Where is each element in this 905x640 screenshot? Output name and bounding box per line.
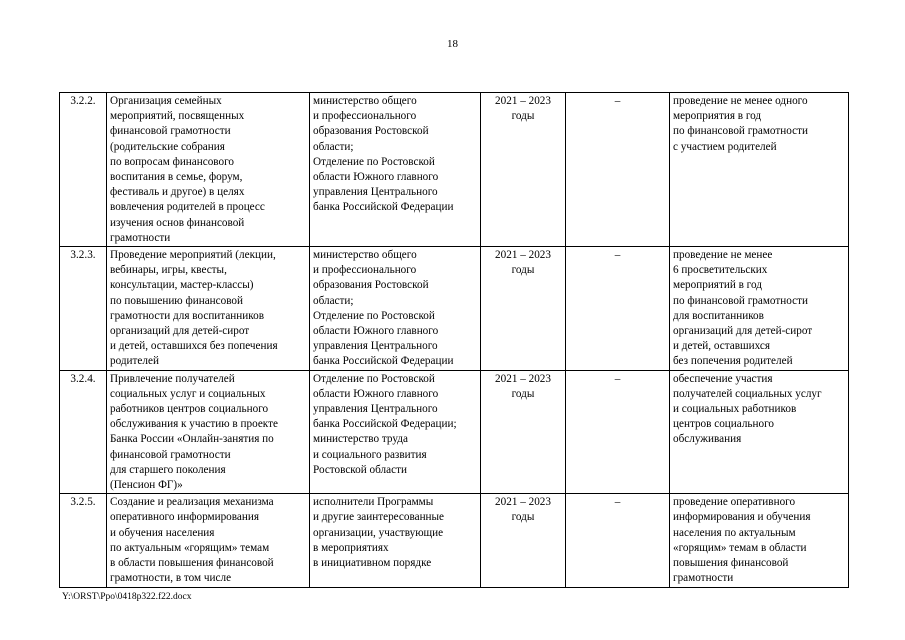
expected-result-cell-line: мероприятий в год	[673, 279, 762, 292]
executors-cell-line: банка Российской Федерации	[313, 201, 454, 214]
activity-cell-line: в области повышения финансовой	[110, 557, 274, 570]
expected-result-cell	[670, 494, 849, 587]
expected-result-cell-line: проведение оперативного	[673, 496, 796, 509]
activity-cell	[107, 247, 310, 371]
activity-cell-line: оперативного информирования	[110, 511, 259, 524]
expected-result-cell-line: проведение не менее одного	[673, 95, 808, 107]
expected-result-cell-line: без попечения родителей	[673, 355, 793, 368]
expected-result-cell-line: мероприятия в год	[673, 110, 762, 123]
expected-result-cell-line: 6 просветительских	[673, 264, 768, 277]
expected-result-cell	[670, 93, 849, 247]
executors-cell-line: министерство труда	[313, 433, 408, 446]
table-row	[60, 370, 849, 494]
expected-result-cell-line: и социальных работников	[673, 403, 797, 416]
executors-cell-line: банка Российской Федерации	[313, 355, 454, 368]
activity-cell-line: воспитания в семье, форум,	[110, 171, 243, 184]
period-cell-line: 2021 – 2023	[495, 249, 551, 262]
file-path-footer: Y:\ORST\Ppo\0418p322.f22.docx	[62, 592, 192, 602]
executors-cell-line: управления Центрального	[313, 340, 438, 353]
period-cell	[481, 370, 566, 494]
activity-cell-line: Организация семейных	[110, 95, 222, 107]
executors-cell-line: области;	[313, 294, 354, 307]
executors-cell-line: исполнители Программы	[313, 496, 434, 509]
period-cell-line: годы	[511, 110, 535, 123]
expected-result-cell-line: по финансовой грамотности	[673, 125, 808, 138]
activity-cell	[107, 370, 310, 494]
item-number-cell: 3.2.5.	[60, 494, 107, 587]
expected-result-cell-line: обслуживания	[673, 433, 742, 446]
activity-cell-line: Проведение мероприятий (лекции,	[110, 249, 276, 262]
executors-cell-line: в мероприятиях	[313, 541, 389, 554]
activity-cell-line: по вопросам финансового	[110, 155, 235, 168]
expected-result-cell-line: повышения финансовой	[673, 557, 789, 570]
expected-result-cell-line: «горящим» темам в области	[673, 541, 807, 554]
table-row	[60, 494, 849, 587]
page-number: 18	[447, 38, 458, 50]
activities-table	[59, 92, 849, 588]
expected-result-cell-line: проведение не менее	[673, 249, 773, 262]
activity-cell-line: грамотности для воспитанников	[110, 309, 264, 322]
expected-result-cell-line: центров социального	[673, 418, 774, 431]
period-cell	[481, 247, 566, 371]
activity-cell-line: для старшего поколения	[110, 463, 226, 476]
activity-cell-line: Создание и реализация механизма	[110, 496, 274, 509]
activity-cell	[107, 93, 310, 247]
item-number-cell: 3.2.2.	[60, 93, 107, 247]
expected-result-cell-line: с участием родителей	[673, 140, 777, 153]
executors-cell-line: Ростовской области	[313, 463, 407, 476]
period-cell	[481, 93, 566, 247]
activity-cell-line: грамотности, в том числе	[110, 572, 232, 585]
activity-cell-line: обслуживания к участию в проекте	[110, 418, 278, 431]
executors-cell-line: области Южного главного	[313, 171, 439, 184]
activity-cell-line: родителей	[110, 355, 159, 368]
activity-cell-line: организаций для детей-сирот	[110, 325, 250, 338]
expected-result-cell-line: получателей социальных услуг	[673, 387, 822, 400]
funding-cell: –	[566, 370, 670, 494]
executors-cell-line: управления Центрального	[313, 186, 438, 199]
activity-cell-line: и детей, оставшихся без попечения	[110, 340, 278, 353]
executors-cell-line: в инициативном порядке	[313, 557, 432, 570]
executors-cell-line: Отделение по Ростовской	[313, 155, 435, 168]
activity-cell-line: финансовой грамотности	[110, 448, 231, 461]
expected-result-cell-line: информирования и обучения	[673, 511, 811, 524]
executors-cell-line: министерство общего	[313, 95, 417, 107]
executors-cell	[310, 370, 481, 494]
activity-cell-line: социальных услуг и социальных	[110, 387, 266, 400]
funding-cell: –	[566, 93, 670, 247]
activity-cell-line: фестиваль и другое) в целях	[110, 186, 245, 199]
executors-cell-line: министерство общего	[313, 249, 417, 262]
activity-cell-line: (Пенсион ФГ)»	[110, 479, 183, 492]
executors-cell-line: области;	[313, 140, 354, 153]
executors-cell-line: и профессионального	[313, 264, 417, 277]
table-body	[60, 93, 849, 588]
table-row	[60, 247, 849, 371]
activity-cell-line: вовлечения родителей в процесс	[110, 201, 265, 214]
activity-cell-line: Банка России «Онлайн-занятия по	[110, 433, 274, 446]
period-cell-line: 2021 – 2023	[495, 496, 551, 509]
funding-cell: –	[566, 494, 670, 587]
executors-cell-line: управления Центрального	[313, 403, 438, 416]
executors-cell-line: образования Ростовской	[313, 279, 429, 292]
period-cell-line: 2021 – 2023	[495, 372, 551, 385]
activity-cell-line: по актуальным «горящим» темам	[110, 541, 270, 554]
activity-cell-line: Привлечение получателей	[110, 372, 235, 385]
executors-cell-line: и профессионального	[313, 110, 417, 123]
expected-result-cell-line: населения по актуальным	[673, 526, 796, 539]
period-cell	[481, 494, 566, 587]
expected-result-cell-line: для воспитанников	[673, 309, 764, 322]
activity-cell-line: финансовой грамотности	[110, 125, 231, 138]
activity-cell-line: работников центров социального	[110, 403, 269, 416]
executors-cell-line: Отделение по Ростовской	[313, 372, 435, 385]
executors-cell-line: банка Российской Федерации;	[313, 418, 457, 431]
activity-cell	[107, 494, 310, 587]
period-cell-line: годы	[511, 387, 535, 400]
item-number-cell: 3.2.3.	[60, 247, 107, 371]
expected-result-cell-line: по финансовой грамотности	[673, 294, 808, 307]
executors-cell-line: образования Ростовской	[313, 125, 429, 138]
expected-result-cell-line: обеспечение участия	[673, 372, 773, 385]
activity-cell-line: мероприятий, посвященных	[110, 110, 245, 123]
period-cell-line: 2021 – 2023	[495, 95, 551, 107]
period-cell-line: годы	[511, 511, 535, 524]
executors-cell-line: и социального развития	[313, 448, 427, 461]
executors-cell-line: организации, участвующие	[313, 526, 444, 539]
executors-cell-line: и другие заинтересованные	[313, 511, 445, 524]
activity-cell-line: вебинары, игры, квесты,	[110, 264, 227, 277]
activity-cell-line: и обучения населения	[110, 526, 215, 539]
expected-result-cell-line: грамотности	[673, 572, 734, 585]
activity-cell-line: грамотности	[110, 231, 171, 244]
period-cell-line: годы	[511, 264, 535, 277]
executors-cell	[310, 93, 481, 247]
expected-result-cell-line: и детей, оставшихся	[673, 340, 770, 353]
executors-cell-line: области Южного главного	[313, 325, 439, 338]
activity-cell-line: изучения основ финансовой	[110, 216, 245, 229]
expected-result-cell-line: организаций для детей-сирот	[673, 325, 813, 338]
funding-cell: –	[566, 247, 670, 371]
activity-cell-line: по повышению финансовой	[110, 294, 243, 307]
executors-cell	[310, 247, 481, 371]
item-number-cell: 3.2.4.	[60, 370, 107, 494]
table-row	[60, 93, 849, 247]
executors-cell-line: области Южного главного	[313, 387, 439, 400]
executors-cell-line: Отделение по Ростовской	[313, 309, 435, 322]
executors-cell	[310, 494, 481, 587]
expected-result-cell	[670, 247, 849, 371]
activity-cell-line: консультации, мастер-классы)	[110, 279, 254, 292]
expected-result-cell	[670, 370, 849, 494]
activity-cell-line: (родительские собрания	[110, 140, 225, 153]
